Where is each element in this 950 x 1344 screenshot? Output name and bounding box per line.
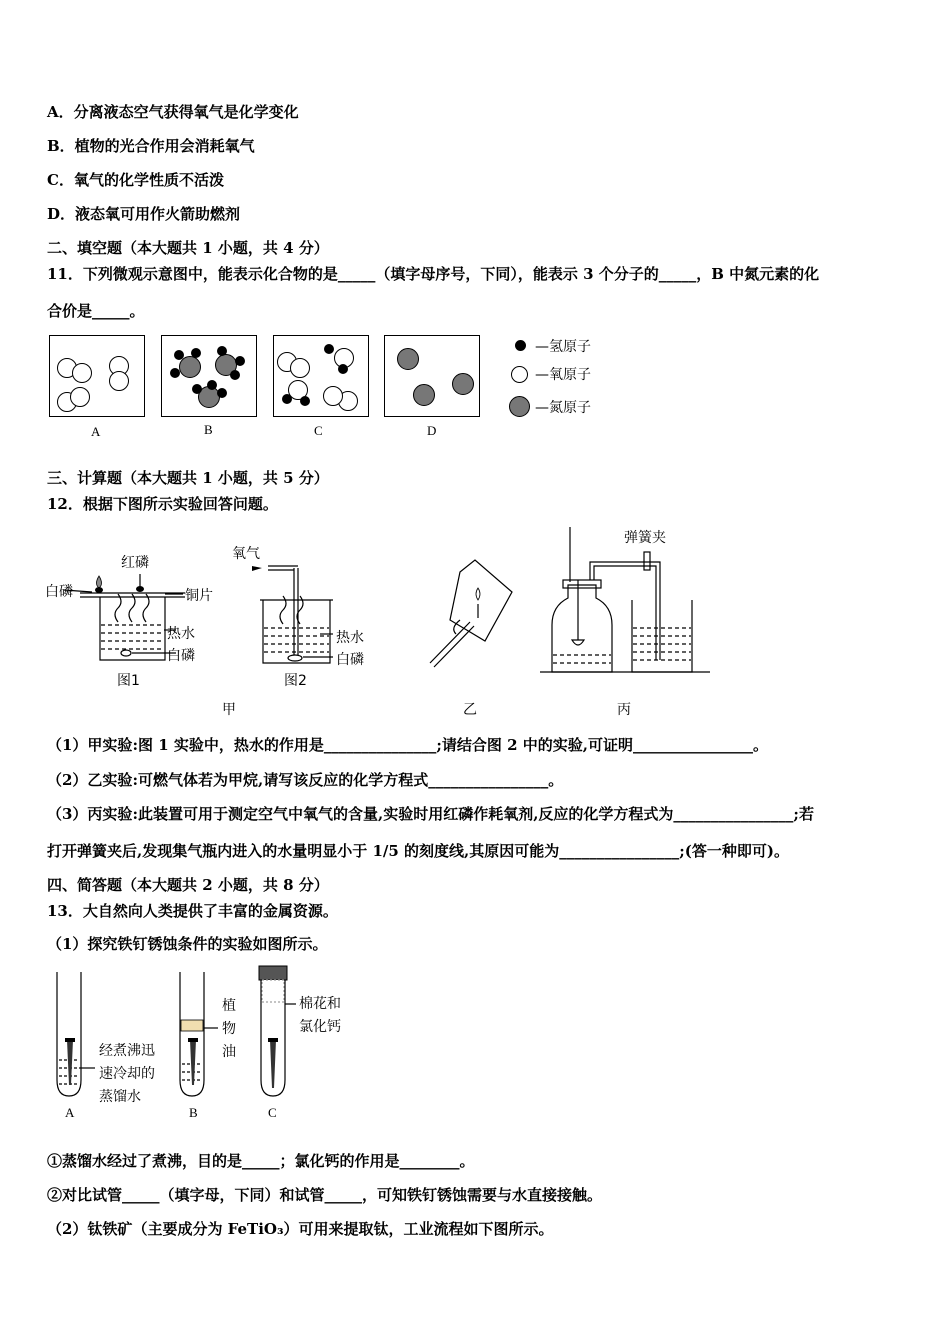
box-c-label: C [314,423,323,438]
label-hot-water-1: 热水 [167,626,195,642]
label-bing: 丙 [617,702,631,718]
label-water-2: 速冷却的 [99,1066,155,1082]
label-fig2: 图2 [284,673,307,689]
label-hot-water-2: 热水 [336,630,364,646]
label-jia: 甲 [222,702,236,718]
choice-d: D．液态氧可用作火箭助燃剂 [47,205,241,223]
section2-heading: 二、填空题（本大题共 1 小题，共 4 分） [47,239,329,257]
choice-b: B．植物的光合作用会消耗氧气 [47,137,255,155]
label-fig1: 图1 [117,673,140,689]
q13-item2: ②对比试管_____（填字母，下同）和试管_____，可知铁钉锈蚀需要与水直接接触。 [47,1186,603,1204]
box-d-label: D [427,423,437,438]
legend-oxygen: —氧原子 [535,367,591,383]
label-spring-clamp: 弹簧夹 [624,530,666,546]
choice-c: C．氧气的化学性质不活泼 [47,171,224,189]
label-water-3: 蒸馏水 [99,1089,141,1105]
label-cotton-2: 氯化钙 [299,1019,341,1035]
label-oil-1: 植 [222,998,236,1014]
tube-b-label: B [189,1105,198,1120]
q12-stem: 12．根据下图所示实验回答问题。 [47,495,278,513]
q11-line2: 合价是_____。 [47,302,145,320]
q12-sub2: （2）乙实验:可燃气体若为甲烷,请写该反应的化学方程式________________。 [47,771,564,789]
label-yi: 乙 [463,702,477,718]
section3-heading: 三、计算题（本大题共 1 小题，共 5 分） [47,469,329,487]
legend-nitrogen: —氮原子 [535,400,591,416]
label-oil-2: 物 [222,1021,236,1037]
tube-c-label: C [268,1105,277,1120]
q11-line1: 11．下列微观示意图中，能表示化合物的是_____（填字母序号，下同），能表示 3 个分子的_____，B 中氮元素的化 [47,265,820,283]
q13-stem: 13．大自然向人类提供了丰富的金属资源。 [47,902,338,920]
choice-a: A．分离液态空气获得氧气是化学变化 [47,103,299,121]
q12-sub1: （1）甲实验:图 1 实验中，热水的作用是_______________;请结合图 2 中的实验,可证明________________。 [47,736,768,754]
label-water-1: 经煮沸迅 [99,1043,155,1059]
legend-hydrogen: —氢原子 [535,339,591,355]
box-b-label: B [204,422,213,437]
label-copper: 铜片 [185,588,213,604]
box-a-label: A [91,424,101,439]
label-oxygen: 氧气 [232,546,260,562]
label-white-phosphorus-2: 白磷 [336,652,364,668]
q13-sub1: （1）探究铁钉锈蚀条件的实验如图所示。 [47,935,328,953]
label-cotton-1: 棉花和 [299,996,341,1012]
label-white-phosphorus-top: 白磷 [45,584,73,600]
q12-sub3-line1: （3）丙实验:此装置可用于测定空气中氧气的含量,实验时用红磷作耗氧剂,反应的化学方程式为________________;若 [47,805,814,823]
section4-heading: 四、简答题（本大题共 2 小题，共 8 分） [47,876,329,894]
q13-sub2: （2）钛铁矿（主要成分为 FeTiO₃）可用来提取钛，工业流程如下图所示。 [47,1220,554,1238]
tube-a-label: A [65,1105,75,1120]
label-oil-3: 油 [222,1044,236,1060]
label-white-phosphorus-1: 白磷 [167,648,195,664]
q13-item1: ①蒸馏水经过了煮沸，目的是_____；氯化钙的作用是________。 [47,1152,475,1170]
label-red-phosphorus: 红磷 [121,555,149,571]
q12-sub3-line2: 打开弹簧夹后,发现集气瓶内进入的水量明显小于 1/5 的刻度线,其原因可能为________________;(答一种即可)。 [47,842,789,860]
